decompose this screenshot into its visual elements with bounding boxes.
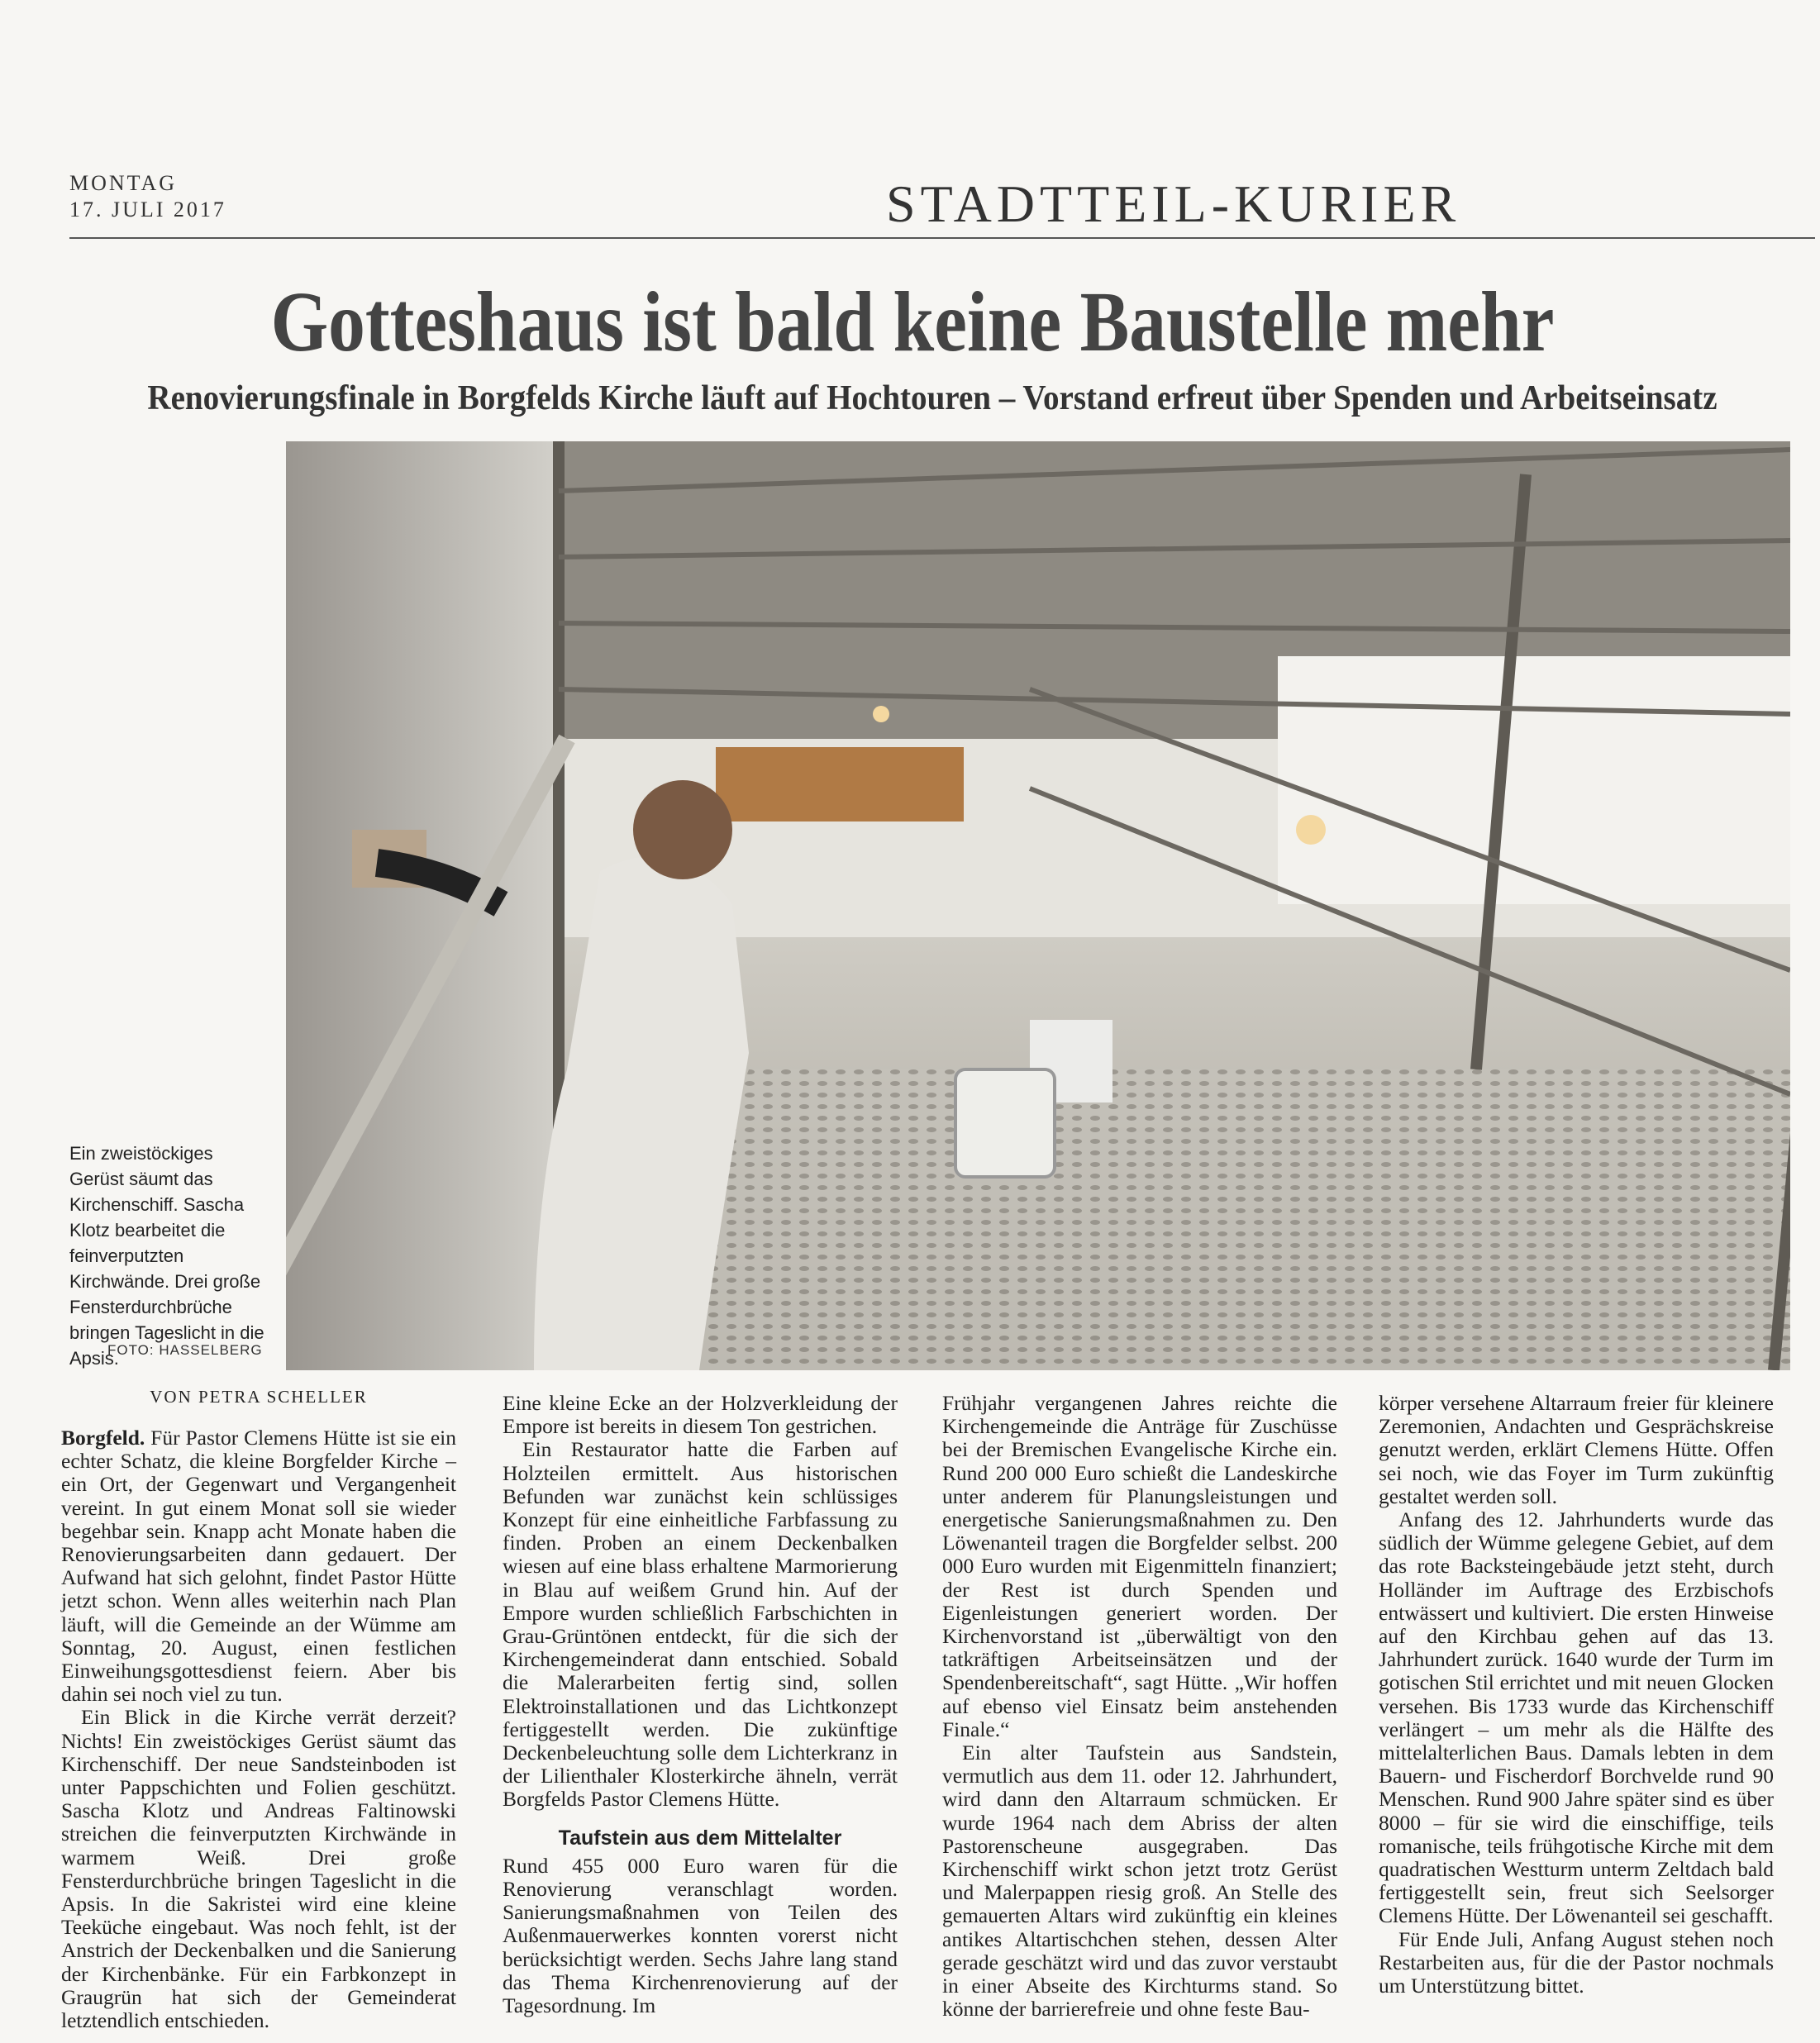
column-2 — [503, 1392, 898, 2017]
section-subhead: Taufstein aus dem Mittelalter — [558, 1826, 842, 1850]
issue-date — [69, 170, 226, 223]
dateline: Borgfeld. — [61, 1426, 145, 1450]
col4-paragraph-3: Für Ende Juli, Anfang August stehen noch Restarbeiten aus, für die der Pastor nochmals um Unterstützung bittet. — [1379, 1926, 1774, 1998]
col2-paragraph-1: Eine kleine Ecke an der Holzverkleidung der Empore ist bereits in diesem Ton gestrichen. — [503, 1391, 898, 1439]
column-4 — [1379, 1392, 1774, 1998]
header-rule — [69, 237, 1815, 239]
date: 17. JULI 2017 — [69, 198, 226, 221]
col4-paragraph-1: körper versehene Altarraum freier für kleinere Zeremonien, Andachten und Gesprächskreise genutzt werden, erklärt Clemens Hütte. Offen sei noch, wie das Foyer im Turm zukünftig gestaltet werden soll. — [1379, 1391, 1774, 1508]
col4-paragraph-2: Anfang des 12. Jahrhunderts wurde das südlich der Wümme gelegene Gebiet, auf dem das rote Backsteingebäude jetzt steht, durch Holländer im Auftrage des Erzbischofs entwässert und kultiviert. Die ersten Hinweise auf den Kirchbau gehen auf das 13. Jahrhundert zurück. 1640 wurde der Turm im gotischen Stil errichtet und mit neuen Glocken versehen. Bis 1733 wurde das Kirchenschiff verlängert – um mehr als die Hälfte des mittelalterlichen Baus. Damals lebten in dem Bauern- und Fischerdorf Borchvelde rund 90 Menschen. Rund 900 Jahre später sind es über 8000 – für sie wird die einschiffige, teils romanische, teils frühgotische Kirche mit dem quadratischen Westturm unterm Zeltdach bald fertiggestellt sein, freut sich Seelsorger Clemens Hütte. Der Löwenanteil sei geschafft. — [1379, 1507, 1774, 1928]
scaffolding-photo — [286, 441, 1790, 1370]
col2-paragraph-2: Ein Restaurator hatte die Farben auf Holzteilen ermittelt. Aus historischen Befunden war zunächst kein schlüssiges Konzept für eine einheitliche Farbfassung zu finden. Proben an einem Deckenbalken wiesen auf eine blass erhaltene Marmorierung in Blau auf weißem Grund hin. Auf der Empore wurden schließlich Farbschichten in Grau-Grüntönen entdeckt, für die sich der Kirchengemeinderat dann entschied. Sobald die Malerarbeiten fertig sind, sollen Elektroinstallationen und das Lichtkonzept fertiggestellt werden. Die zukünftige Deckenbeleuchtung solle dem Lichterkranz in der Lilienthaler Klosterkirche ähneln, verrät Borgfelds Pastor Clemens Hütte. — [503, 1437, 898, 1812]
col2-paragraph-3: Rund 455 000 Euro waren für die Renovierung veranschlagt worden. Sanierungsmaßnahmen von Teilen des Außenmauerwerkes konnten vorerst nicht berücksichtigt werden. Sechs Jahre lang stand das Thema Kirchenrenovierung auf der Tagesordnung. Im — [503, 1853, 898, 2018]
weekday: MONTAG — [69, 171, 178, 195]
col3-paragraph-1: Frühjahr vergangenen Jahres reichte die Kirchengemeinde die Anträge für Zuschüsse bei der Bremischen Evangelische Kirche ein. Rund 200 000 Euro schießt die Landeskirche unter anderem für Planungsleistungen und energetische Sanierungsmaßnahmen zu. Den Löwenanteil tragen die Borgfelder selbst. 200 000 Euro wurden mit Eigenmitteln finanziert; der Rest ist durch Spenden und Eigenleistungen generiert worden. Der Kirchenvorstand ist „überwältigt von den tatkräftigen Arbeitseinsätzen und der Spendenbereitschaft“, sagt Hütte. „Wir hoffen auf ebenso viel Einsatz beim anstehenden Finale.“ — [942, 1391, 1337, 1741]
col3-paragraph-2: Ein alter Taufstein aus Sandstein, vermutlich aus dem 11. oder 12. Jahrhundert, wird dann den Altarraum schmücken. Er wurde 1964 nach dem Abriss der alten Pastorenscheune ausgegraben. Das Kirchenschiff wirkt schon jetzt trotz Gerüst und Malerpappen riesig groß. An Stelle des gemauerten Altars wird zukünftig ein kleines antikes Altartischchen stehen, dessen Alter gerade geschätzt wird und das zuvor verstaubt in einer Abseite des Kirchturms stand. So könne der barrierefreie und ohne feste Bau- — [942, 1741, 1337, 2022]
col1-paragraph-1: Für Pastor Clemens Hütte ist sie ein echter Schatz, die kleine Borgfelder Kirche – ein Ort, der Gegenwart und Vergangenheit vereint. In gut einem Monat soll sie wieder begehbar sein. Knapp acht Monate haben die Renovierungsarbeiten dann gedauert. Der Aufwand hat sich gelohnt, findet Pastor Hütte jetzt schon. Wenn alles weiterhin nach Plan läuft, will die Gemeinde an der Wümme am Sonntag, 20. August, einen festlichen Einweihungsgottesdienst feiern. Aber bis dahin sei noch viel zu tun. — [61, 1426, 457, 1707]
byline: VON PETRA SCHELLER — [150, 1387, 368, 1407]
photo-credit: FOTO: HASSELBERG — [107, 1342, 263, 1358]
article-photo — [286, 441, 1790, 1370]
photo-caption: Ein zweistöckiges Gerüst säumt das Kirchenschiff. Sascha Klotz bearbeitet die feinverputzten Kirchwände. Drei große Fensterdurchbrüche bringen Tageslicht in die Apsis. — [69, 1143, 264, 1369]
column-1 — [61, 1385, 456, 2032]
section-masthead: STADTTEIL-KURIER — [886, 174, 1461, 233]
column-3 — [942, 1392, 1337, 2021]
col1-paragraph-2: Ein Blick in die Kirche verrät derzeit? Nichts! Ein zweistöckiges Gerüst säumt das Kirchenschiff. Der neue Sandsteinboden ist unter Pappschichten und Folien geschützt. Sascha Klotz und Andreas Faltinowski streichen die feinverputzten Kirchwände in warmem Weiß. Drei große Fensterdurchbrüche bringen Tageslicht in die Apsis. In die Sakristei wird eine kleine Teeküche eingebaut. Was noch fehlt, ist der Anstrich der Deckenbalken und die Sanierung der Kirchenbänke. Für ein Farbkonzept in Graugrün hat sich der Gemeinderat letztendlich entschieden. — [61, 1705, 456, 2033]
headline: Gotteshaus ist bald keine Baustelle mehr — [270, 274, 1555, 369]
subheadline: Renovierungsfinale in Borgfelds Kirche läuft auf Hochtouren – Vorstand erfreut über Spenden und Arbeitseinsatz — [147, 379, 1718, 417]
